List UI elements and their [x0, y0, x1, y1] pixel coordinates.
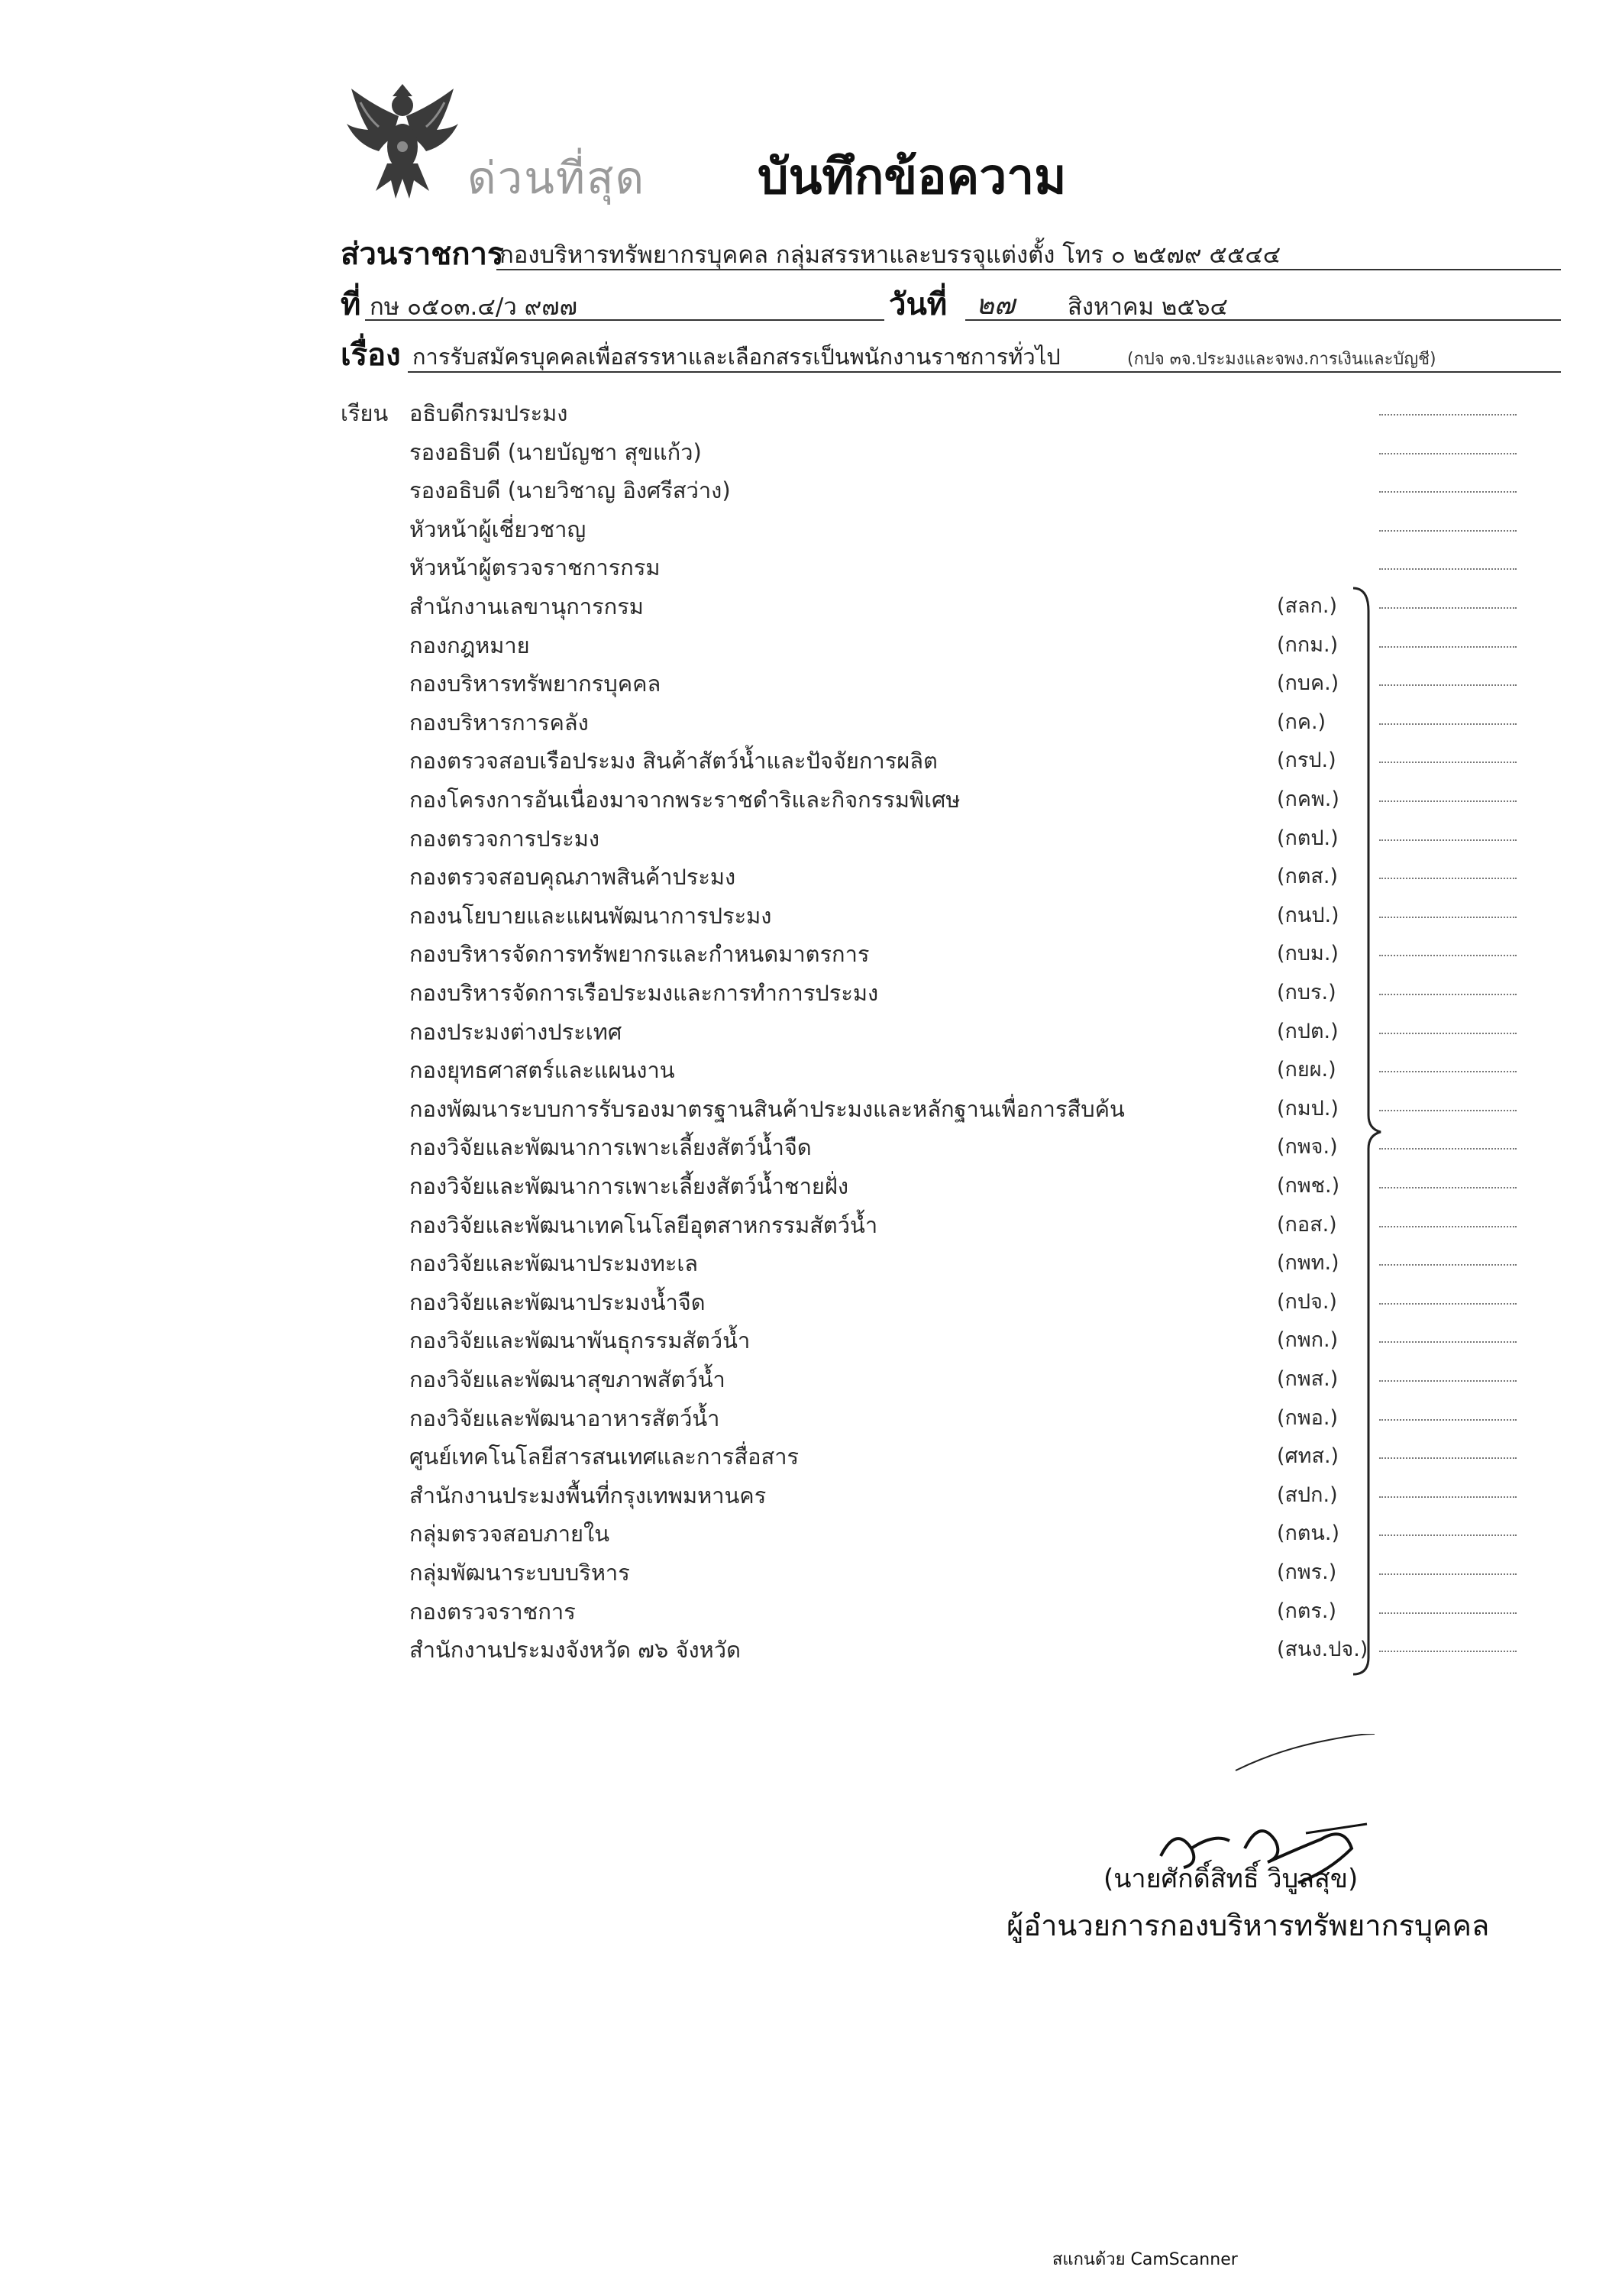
recipient-name: สำนักงานเลขานุการกรม [409, 593, 644, 619]
date-label: วันที่ [889, 287, 948, 322]
recipient-abbreviation: (กตส.) [1277, 865, 1339, 888]
recipient-abbreviation: (กบร.) [1277, 981, 1336, 1004]
recipient-abbreviation: (กคพ.) [1277, 787, 1339, 811]
recipient-abbreviation: (กพจ.) [1277, 1135, 1338, 1159]
recipient-name: กองวิจัยและพัฒนาเทคโนโลยีอุตสาหกรรมสัตว์น้ำ [409, 1212, 878, 1238]
recipient-abbreviation: (กค.) [1277, 710, 1326, 734]
recipient-abbreviation: (กตน.) [1277, 1522, 1339, 1545]
recipient-dotted-line [1379, 723, 1517, 725]
recipient-name: กองวิจัยและพัฒนาประมงทะเล [409, 1250, 699, 1276]
recipient-name: หัวหน้าผู้ตรวจราชการกรม [409, 555, 661, 580]
recipient-name: กองนโยบายและแผนพัฒนาการประมง [409, 903, 772, 929]
recipient-abbreviation: (กปจ.) [1277, 1290, 1337, 1314]
recipient-dotted-line [1379, 955, 1517, 956]
recipient-dotted-line [1379, 1496, 1517, 1498]
recipient-name: กองบริหารทรัพยากรบุคคล [409, 671, 661, 697]
recipient-dotted-line [1379, 1187, 1517, 1188]
recipient-row [0, 430, 1622, 467]
recipient-abbreviation: (กยผ.) [1277, 1058, 1336, 1082]
recipient-dotted-line [1379, 762, 1517, 763]
recipient-name: กองวิจัยและพัฒนาสุขภาพสัตว์น้ำ [409, 1366, 725, 1392]
recipient-name: สำนักงานประมงพื้นที่กรุงเทพมหานคร [409, 1483, 767, 1509]
recipient-dotted-line [1379, 1651, 1517, 1652]
recipient-name: กองวิจัยและพัฒนาการเพาะเลี้ยงสัตว์น้ำชายฝั่ง [409, 1173, 849, 1199]
recipient-dotted-line [1379, 994, 1517, 995]
recipient-dotted-line [1379, 1419, 1517, 1421]
agency-value: กองบริหารทรัพยากรบุคคล กลุ่มสรรหาและบรรจุแต่งตั้ง โทร ๐ ๒๕๗๙ ๕๕๔๔ [499, 241, 1281, 269]
recipient-name: กลุ่มตรวจสอบภายใน [409, 1521, 610, 1547]
recipient-abbreviation: (กบม.) [1277, 942, 1339, 965]
recipient-name: กองโครงการอันเนื่องมาจากพระราชดำริและกิจกรรมพิเศษ [409, 787, 961, 813]
recipient-abbreviation: (กอส.) [1277, 1213, 1337, 1237]
recipient-name: กองบริหารการคลัง [409, 710, 589, 736]
recipient-dotted-line [1379, 1380, 1517, 1382]
recipient-name: กองวิจัยและพัฒนาการเพาะเลี้ยงสัตว์น้ำจืด [409, 1134, 812, 1160]
recipient-name: สำนักงานประมงจังหวัด ๗๖ จังหวัด [409, 1637, 741, 1663]
recipient-dotted-line [1379, 453, 1517, 454]
recipient-row [0, 545, 1622, 582]
recipient-abbreviation: (สลก.) [1277, 594, 1338, 618]
recipient-name: กองวิจัยและพัฒนาประมงน้ำจืด [409, 1289, 706, 1315]
recipient-dotted-line [1379, 607, 1517, 609]
recipient-name: ศูนย์เทคโนโลยีสารสนเทศและการสื่อสาร [409, 1444, 800, 1470]
recipient-dotted-line [1379, 1612, 1517, 1614]
recipient-dotted-line [1379, 414, 1517, 416]
recipient-abbreviation: (กตร.) [1277, 1599, 1337, 1623]
recipient-row [0, 507, 1622, 544]
recipient-dotted-line [1379, 491, 1517, 493]
recipient-abbreviation: (กปต.) [1277, 1020, 1339, 1043]
salutation: เรียน [341, 400, 389, 426]
recipient-name: กองบริหารจัดการทรัพยากรและกำหนดมาตรการ [409, 941, 870, 967]
recipient-name: กลุ่มพัฒนาระบบบริหาร [409, 1560, 630, 1586]
recipient-dotted-line [1379, 1303, 1517, 1305]
recipient-abbreviation: (ศทส.) [1277, 1444, 1339, 1468]
recipient-name: กองบริหารจัดการเรือประมงและการทำการประมง [409, 980, 879, 1006]
agency-label: ส่วนราชการ [341, 237, 504, 272]
recipient-abbreviation: (กมป.) [1277, 1097, 1339, 1121]
subject-label: เรื่อง [341, 338, 401, 373]
recipient-abbreviation: (กพร.) [1277, 1560, 1337, 1584]
recipient-abbreviation: (สปก.) [1277, 1483, 1338, 1507]
date-underline [965, 319, 1561, 321]
recipient-dotted-line [1379, 1033, 1517, 1034]
recipient-abbreviation: (สนง.ปจ.) [1277, 1638, 1368, 1661]
recipient-abbreviation: (กพส.) [1277, 1367, 1339, 1391]
recipient-dotted-line [1379, 1457, 1517, 1459]
recipient-name: กองตรวจสอบเรือประมง สินค้าสัตว์น้ำและปัจจัยการผลิต [409, 748, 938, 774]
recipient-name: กองประมงต่างประเทศ [409, 1019, 622, 1045]
recipient-dotted-line [1379, 1110, 1517, 1111]
memo-title: บันทึกข้อความ [758, 149, 1067, 205]
recipient-dotted-line [1379, 878, 1517, 879]
recipient-row [0, 468, 1622, 505]
recipient-dotted-line [1379, 646, 1517, 648]
recipient-abbreviation: (กพอ.) [1277, 1406, 1339, 1430]
ref-underline [365, 319, 884, 321]
recipient-name: กองพัฒนาระบบการรับรองมาตรฐานสินค้าประมงและหลักฐานเพื่อการสืบค้น [409, 1096, 1125, 1122]
urgency-stamp: ด่วนที่สุด [467, 152, 646, 204]
recipient-dotted-line [1379, 1341, 1517, 1343]
recipient-dotted-line [1379, 684, 1517, 686]
recipient-dotted-line [1379, 1226, 1517, 1227]
recipient-name: กองตรวจสอบคุณภาพสินค้าประมง [409, 864, 736, 890]
recipient-dotted-line [1379, 1264, 1517, 1266]
recipient-bracket [1352, 580, 1382, 1680]
date-month-year: สิงหาคม ๒๕๖๔ [1068, 293, 1228, 321]
recipient-abbreviation: (กตป.) [1277, 826, 1339, 850]
recipient-name: รองอธิบดี (นายวิชาญ อิงศรีสว่าง) [409, 477, 731, 503]
recipient-name: กองกฎหมาย [409, 632, 530, 658]
recipient-dotted-line [1379, 839, 1517, 841]
recipient-abbreviation: (กรป.) [1277, 749, 1336, 772]
agency-underline [496, 269, 1561, 270]
recipient-dotted-line [1379, 917, 1517, 918]
ref-label: ที่ [341, 287, 361, 322]
recipient-abbreviation: (กกม.) [1277, 633, 1339, 657]
signatory-title: ผู้อำนวยการกองบริหารทรัพยากรบุคคล [1006, 1909, 1490, 1942]
subject-value: การรับสมัครบุคคลเพื่อสรรหาและเลือกสรรเป็นพนักงานราชการทั่วไป [412, 344, 1061, 370]
ref-value: กษ ๐๕๐๓.๔/ว ๙๗๗ [370, 293, 577, 321]
recipient-name: กองตรวจการประมง [409, 826, 600, 852]
recipient-abbreviation: (กนป.) [1277, 904, 1339, 927]
recipient-abbreviation: (กพช.) [1277, 1174, 1340, 1198]
recipient-dotted-line [1379, 1071, 1517, 1072]
date-day: ๒๗ [976, 289, 1015, 321]
recipient-abbreviation: (กบค.) [1277, 671, 1339, 695]
recipient-dotted-line [1379, 530, 1517, 532]
recipient-name: อธิบดีกรมประมง [409, 400, 568, 426]
garuda-emblem-icon [345, 84, 460, 205]
recipient-name: รองอธิบดี (นายบัญชา สุขแก้ว) [409, 439, 702, 465]
recipient-row [0, 391, 1622, 428]
subject-note: (กปจ ๓จ.ประมงและจพง.การเงินและบัญชี) [1127, 350, 1436, 369]
scanner-footer: สแกนด้วย CamScanner [1052, 2250, 1238, 2269]
recipient-dotted-line [1379, 1573, 1517, 1575]
recipient-dotted-line [1379, 1148, 1517, 1150]
recipient-name: หัวหน้าผู้เชี่ยวชาญ [409, 516, 586, 542]
recipient-dotted-line [1379, 568, 1517, 570]
subject-underline [408, 371, 1561, 373]
recipient-name: กองวิจัยและพัฒนาอาหารสัตว์น้ำ [409, 1405, 720, 1431]
recipient-name: กองวิจัยและพัฒนาพันธุกรรมสัตว์น้ำ [409, 1327, 751, 1353]
recipient-dotted-line [1379, 800, 1517, 802]
recipient-name: กองตรวจราชการ [409, 1599, 576, 1625]
recipient-abbreviation: (กพท.) [1277, 1251, 1339, 1275]
recipient-dotted-line [1379, 1534, 1517, 1536]
signatory-name: (นายศักดิ์สิทธิ์ วิบูลสุข) [1103, 1864, 1359, 1894]
recipient-name: กองยุทธศาสตร์และแผนงาน [409, 1057, 675, 1083]
recipient-abbreviation: (กพก.) [1277, 1328, 1339, 1352]
